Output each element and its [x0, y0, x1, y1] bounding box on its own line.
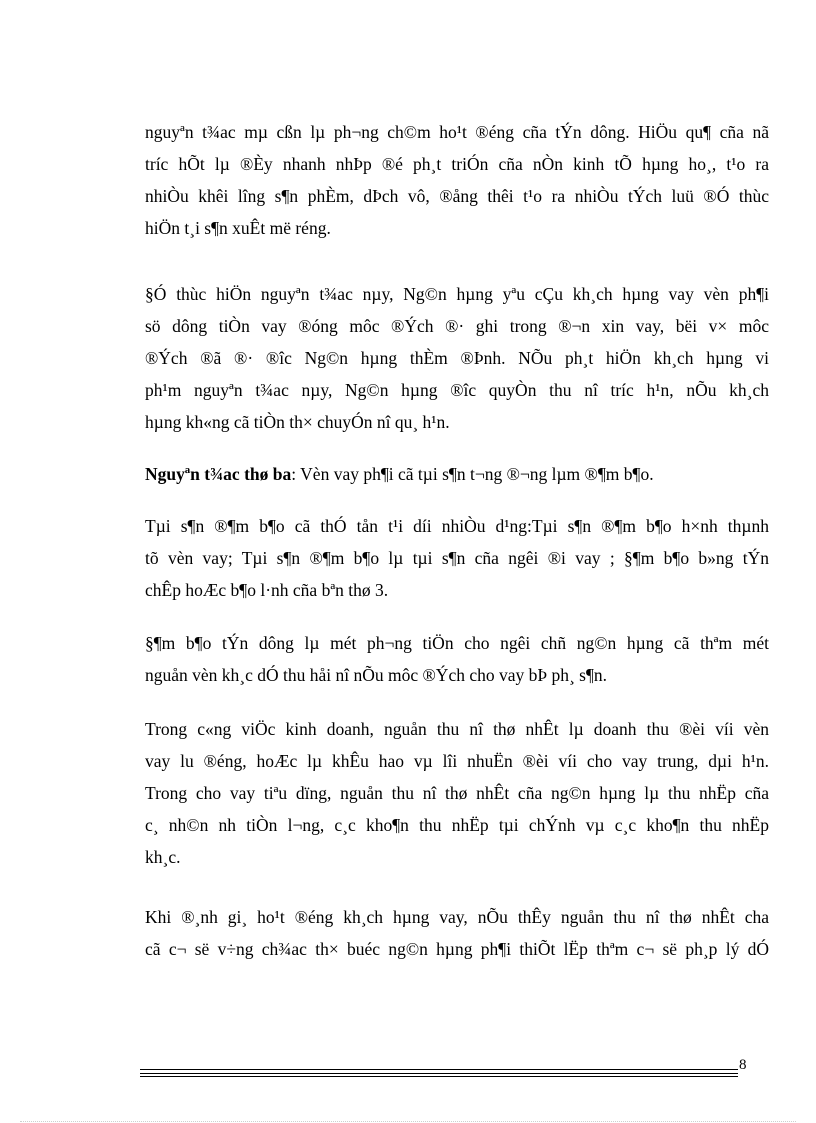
- text-line: hiÖn t¸i s¶n xuÊt më réng.: [145, 218, 331, 238]
- text-line: chÊp hoÆc b¶o l·nh cña bªn thø 3.: [145, 580, 389, 600]
- footer-rule: [140, 1069, 738, 1070]
- paragraph-4: [145, 510, 769, 606]
- text-line: Tµi s¶n ®¶m b¶o cã thÓ tån t¹i díi nhiÒu d¹ng:Tµi s¶n ®¶m b¶o h×nh thµnh: [145, 516, 769, 536]
- text-line: tríc hÕt lµ ®Èy nhanh nhÞp ®é ph¸t triÓn cña nÒn kinh tÕ hµng ho¸, t¹o ra: [145, 154, 769, 174]
- text-line: kh¸c.: [145, 847, 181, 867]
- paragraph-2: [145, 278, 769, 438]
- page-number: 8: [739, 1057, 747, 1073]
- text-line: Trong cho vay tiªu dïng, nguån thu nî thø nhÊt cña ng©n hµng lµ thu nhËp cña: [145, 783, 769, 803]
- page-edge-divider: [20, 1121, 796, 1122]
- paragraph-6: [145, 713, 769, 873]
- footer-rule: [140, 1073, 738, 1074]
- text-line: nhiÒu khêi lîng s¶n phÈm, dÞch vô, ®ång thêi t¹o ra nhiÒu tÝch luü ®Ó thùc: [145, 186, 769, 206]
- text-line: nguån vèn kh¸c dÓ thu håi nî nÕu môc ®Ých cho vay bÞ ph¸ s¶n.: [145, 665, 608, 685]
- bold-lead: Nguyªn t¾ac thø ba: [145, 464, 292, 484]
- text-line: tõ vèn vay; Tµi s¶n ®¶m b¶o lµ tµi s¶n cña ngêi ®i vay ; §¶m b¶o b»ng tÝn: [145, 548, 769, 568]
- text-line: c¸ nh©n nh tiÒn l¬ng, c¸c kho¶n thu nhËp tµi chÝnh vµ c¸c kho¶n thu nhËp: [145, 815, 769, 835]
- text-run: : Vèn vay ph¶i cã tµi s¶n t¬ng ®¬ng lµm ®¶m b¶o.: [291, 464, 654, 484]
- text-line: sö dông tiÒn vay ®óng môc ®Ých ®· ghi trong ®¬n xin vay, bëi v× môc: [145, 316, 769, 336]
- paragraph-3: [145, 458, 769, 490]
- text-line: [145, 458, 769, 490]
- text-line: vay lu ®éng, hoÆc lµ khÊu hao vµ lîi nhuËn ®èi víi cho vay trung, dµi h¹n.: [145, 751, 769, 771]
- text-line: ph¹m nguyªn t¾ac nµy, Ng©n hµng ®îc quyÒn thu nî tríc h¹n, nÕu kh¸ch: [145, 380, 769, 400]
- text-line: Khi ®¸nh gi¸ ho¹t ®éng kh¸ch hµng vay, nÕu thÊy nguån thu nî thø nhÊt cha: [145, 907, 769, 927]
- text-line: hµng kh«ng cã tiÒn th× chuyÓn nî qu¸ h¹n.: [145, 412, 450, 432]
- footer-rule: [140, 1076, 738, 1077]
- text-line: cã c¬ së v÷ng ch¾ac th× buéc ng©n hµng ph¶i thiÕt lËp thªm c¬ së ph¸p lý dÓ: [145, 939, 769, 959]
- paragraph-7: [145, 901, 769, 965]
- paragraph-1: [145, 116, 769, 244]
- text-line: nguyªn t¾ac mµ cßn lµ ph¬ng ch©m ho¹t ®éng cña tÝn dông. HiÖu qu¶ cña nã: [145, 122, 769, 142]
- text-line: §Ó thùc hiÖn nguyªn t¾ac nµy, Ng©n hµng yªu cÇu kh¸ch hµng vay vèn ph¶i: [145, 284, 769, 304]
- text-line: ®Ých ®ã ®· ®îc Ng©n hµng thÈm ®Þnh. NÕu ph¸t hiÖn kh¸ch hµng vi: [145, 348, 769, 368]
- text-line: Trong c«ng viÖc kinh doanh, nguån thu nî thø nhÊt lµ doanh thu ®èi víi vèn: [145, 719, 769, 739]
- paragraph-5: [145, 627, 769, 691]
- text-line: §¶m b¶o tÝn dông lµ mét ph¬ng tiÖn cho ngêi chñ ng©n hµng cã thªm mét: [145, 633, 769, 653]
